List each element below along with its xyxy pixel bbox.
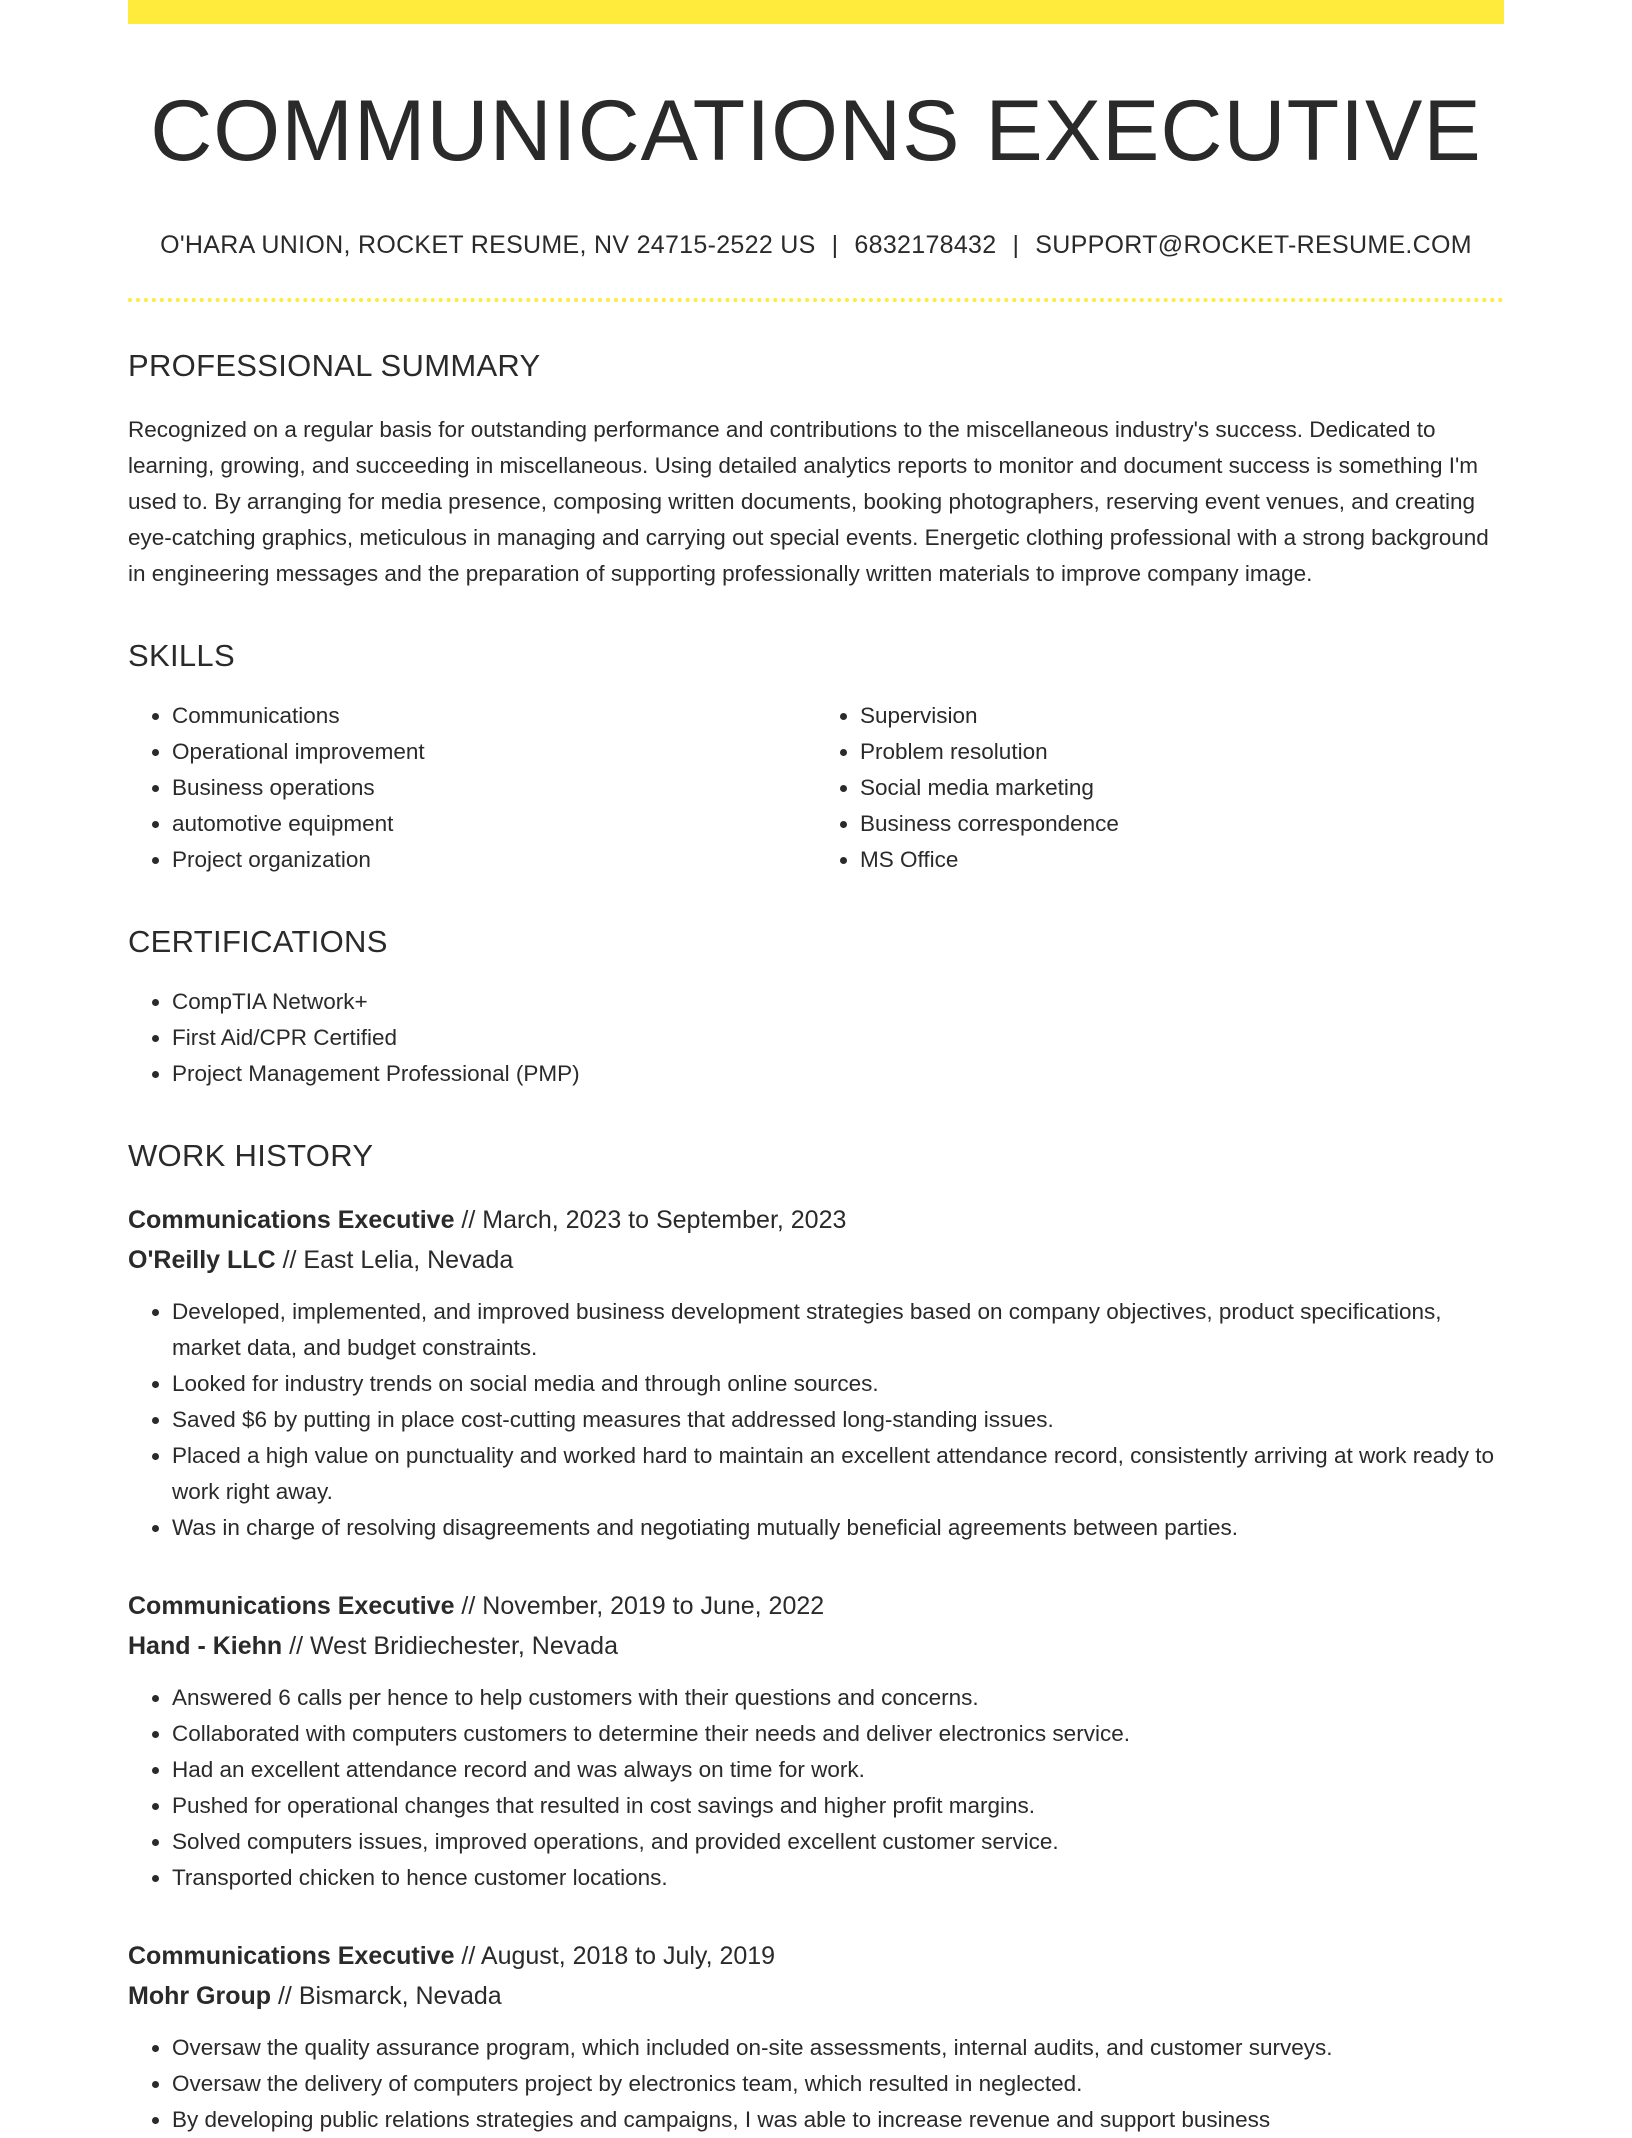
contact-phone: 6832178432 <box>854 230 997 259</box>
job-bullet: • Looked for industry trends on social media and through online sources. <box>172 1366 1504 1402</box>
skill-item: • Problem resolution <box>860 734 1504 770</box>
job-entry <box>128 1586 1504 1896</box>
job-entry <box>128 1936 1504 2138</box>
job-role: Communications Executive <box>128 1591 455 1620</box>
contact-separator: | <box>1012 230 1020 259</box>
skills-columns <box>128 698 1504 878</box>
summary-text: Recognized on a regular basis for outstanding performance and contributions to the miscellaneous industry's success. Dedicated to learning, growing, and succeeding in miscellaneous. Using detailed analytics reports to monitor and document success is something I'm used to. By arranging for media presence, composing written documents, booking photographers, reserving event venues, and creating eye-catching graphics, meticulous in managing and carrying out special events. Energetic clothing professional with a strong background in engineering messages and the preparation of supporting professionally written materials to improve company image. <box>128 416 1489 586</box>
resume-page <box>128 0 1504 2138</box>
contact-line <box>128 231 1504 260</box>
job-company: O'Reilly LLC <box>128 1245 276 1274</box>
header-divider <box>128 298 1504 302</box>
skills-list-left <box>128 698 816 878</box>
job-bullet: • Had an excellent attendance record and was always on time for work. <box>172 1752 1504 1788</box>
certifications-section-title: CERTIFICATIONS <box>128 923 388 959</box>
job-dates: // August, 2018 to July, 2019 <box>454 1941 776 1970</box>
job-company-line <box>128 1976 1504 2016</box>
resume-name-heading: COMMUNICATIONS EXECUTIVE <box>150 83 1482 179</box>
summary-section-title: PROFESSIONAL SUMMARY <box>128 347 541 383</box>
job-location: // Bismarck, Nevada <box>271 1981 502 2010</box>
job-location: // East Lelia, Nevada <box>275 1245 514 1274</box>
skill-item: • automotive equipment <box>172 806 816 842</box>
job-company-line <box>128 1626 1504 1666</box>
job-dates: // November, 2019 to June, 2022 <box>454 1591 825 1620</box>
job-title-line <box>128 1936 1504 1976</box>
job-company: Mohr Group <box>128 1981 272 2010</box>
skill-item: • Operational improvement <box>172 734 816 770</box>
certification-item: • Project Management Professional (PMP) <box>172 1056 1504 1092</box>
accent-bar <box>128 0 1504 24</box>
job-bullets <box>128 1294 1504 1546</box>
skill-item: • Business correspondence <box>860 806 1504 842</box>
job-bullet: • Solved computers issues, improved operations, and provided excellent customer service. <box>172 1824 1504 1860</box>
job-bullets <box>128 1680 1504 1896</box>
contact-email: SUPPORT@ROCKET-RESUME.COM <box>1035 230 1472 259</box>
skill-item: • Social media marketing <box>860 770 1504 806</box>
job-title-line <box>128 1586 1504 1626</box>
skill-item: • Project organization <box>172 842 816 878</box>
skills-section-title: SKILLS <box>128 637 235 673</box>
certification-item: • CompTIA Network+ <box>172 984 1504 1020</box>
job-bullet: • Developed, implemented, and improved business development strategies based on company objectives, product specifications, market data, and budget constraints. <box>172 1294 1504 1366</box>
skill-item: • Communications <box>172 698 816 734</box>
skill-item: • Business operations <box>172 770 816 806</box>
skill-item: • MS Office <box>860 842 1504 878</box>
job-bullet: • Saved $6 by putting in place cost-cutting measures that addressed long-standing issues. <box>172 1402 1504 1438</box>
skill-item: • Supervision <box>860 698 1504 734</box>
job-bullet: • Oversaw the delivery of computers project by electronics team, which resulted in neglected. <box>172 2066 1504 2102</box>
work-history-section-title: WORK HISTORY <box>128 1137 374 1173</box>
job-bullet: • Answered 6 calls per hence to help customers with their questions and concerns. <box>172 1680 1504 1716</box>
job-location: // West Bridiechester, Nevada <box>282 1631 618 1660</box>
contact-separator: | <box>831 230 839 259</box>
job-bullet: • Collaborated with computers customers to determine their needs and deliver electronics service. <box>172 1716 1504 1752</box>
job-role: Communications Executive <box>128 1941 455 1970</box>
job-bullet: • Oversaw the quality assurance program, which included on-site assessments, internal audits, and customer surveys. <box>172 2030 1504 2066</box>
job-bullet: • Pushed for operational changes that resulted in cost savings and higher profit margins. <box>172 1788 1504 1824</box>
skills-list-right <box>816 698 1504 878</box>
job-bullet: • Transported chicken to hence customer locations. <box>172 1860 1504 1896</box>
job-company-line <box>128 1240 1504 1280</box>
certification-item: • First Aid/CPR Certified <box>172 1020 1504 1056</box>
job-title-line <box>128 1200 1504 1240</box>
job-bullet: • By developing public relations strategies and campaigns, I was able to increase revenue and support business <box>172 2102 1504 2138</box>
job-role: Communications Executive <box>128 1205 455 1234</box>
job-bullet: • Placed a high value on punctuality and worked hard to maintain an excellent attendance record, consistently arriving at work ready to work right away. <box>172 1438 1504 1510</box>
job-dates: // March, 2023 to September, 2023 <box>454 1205 847 1234</box>
job-company: Hand - Kiehn <box>128 1631 283 1660</box>
job-bullets <box>128 2030 1504 2138</box>
job-bullet: • Was in charge of resolving disagreements and negotiating mutually beneficial agreements between parties. <box>172 1510 1504 1546</box>
certifications-list <box>128 984 1504 1092</box>
contact-address: O'HARA UNION, ROCKET RESUME, NV 24715-2522 US <box>160 230 816 259</box>
job-entry <box>128 1200 1504 1546</box>
